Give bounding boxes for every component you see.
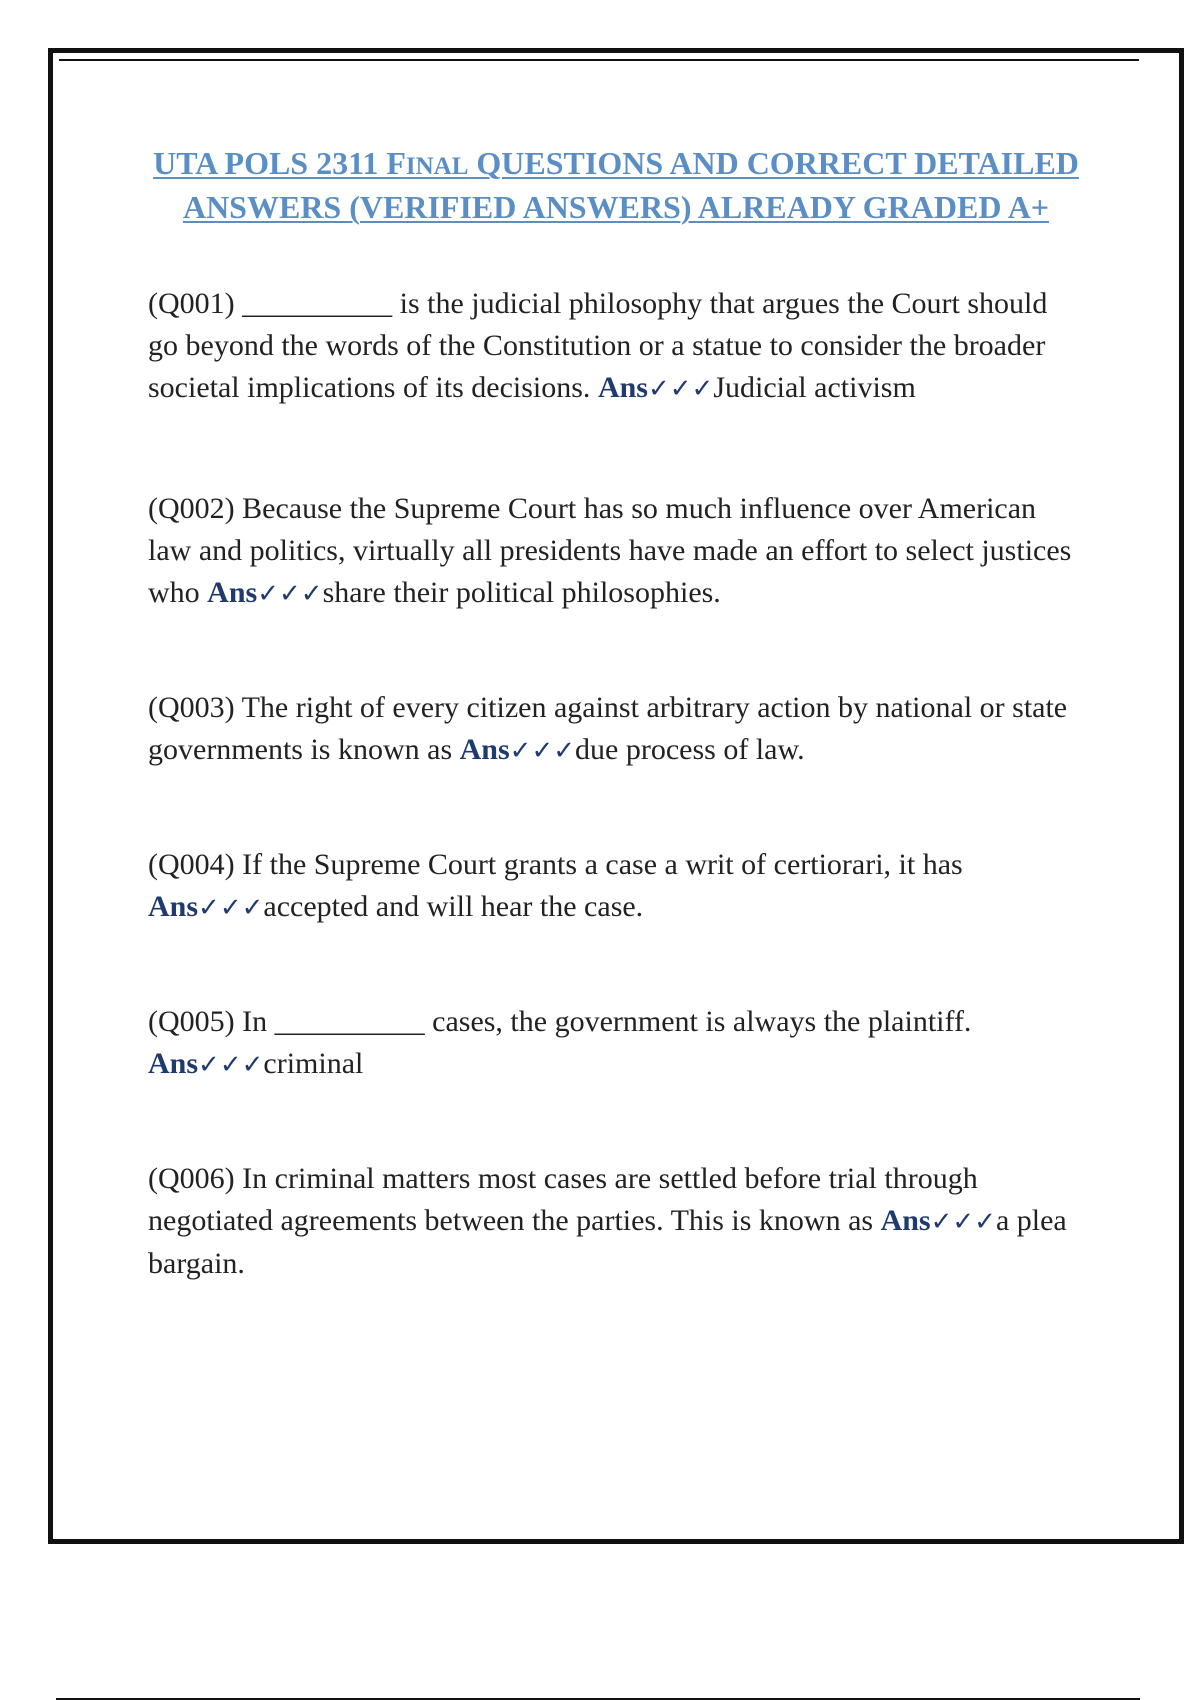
question-item: [148, 687, 1084, 772]
answer-label: Ans: [597, 371, 648, 404]
check-marks-icon: ✓✓✓: [257, 579, 323, 609]
question-text: (Q006) In criminal matters most cases are settled before trial through negotiated agreements between the parties. This is known as: [148, 1162, 978, 1237]
top-rule: [59, 59, 1139, 61]
answer-text: due process of law.: [575, 733, 805, 766]
check-marks-icon: ✓✓✓: [509, 736, 576, 766]
question-text: (Q003) The right of every citizen against arbitrary action by national or state governments is known as: [148, 691, 1068, 766]
answer-label: Ans: [148, 890, 199, 923]
answer-label: Ans: [207, 576, 258, 609]
question-text: (Q001) __________ is the judicial philosophy that argues the Court should go beyond the words of the Constitution or a statue to consider the broader societal implications of its decisions.: [148, 287, 1048, 404]
answer-text: Judicial activism: [713, 371, 916, 404]
check-marks-icon: ✓✓✓: [198, 893, 264, 923]
answer-label: Ans: [148, 1047, 199, 1080]
answer-text: accepted and will hear the case.: [263, 890, 644, 923]
page-border: [48, 48, 1184, 1544]
question-text: (Q002) Because the Supreme Court has so much influence over American law and politics, virtually all presidents have made an effort to select justices who: [148, 492, 1072, 609]
question-text: (Q005) In __________ cases, the government is always the plaintiff.: [148, 1005, 972, 1038]
question-text: (Q004) If the Supreme Court grants a case a writ of certiorari, it has: [148, 848, 963, 881]
answer-text: share their political philosophies.: [322, 576, 721, 609]
question-item: [148, 844, 1084, 929]
check-marks-icon: ✓✓✓: [930, 1207, 996, 1237]
title-part-1: UTA POLS 2311 F: [153, 145, 406, 181]
question-list: [148, 283, 1084, 1285]
title-smallcaps: INAL: [405, 153, 469, 180]
check-marks-icon: ✓✓✓: [647, 374, 714, 404]
answer-label: Ans: [459, 733, 510, 766]
check-marks-icon: ✓✓✓: [198, 1050, 264, 1080]
question-item: [148, 1158, 1084, 1285]
question-item: [148, 1001, 1084, 1086]
question-item: [148, 283, 1084, 410]
title-part-2: QUESTIONS AND CORRECT DETAILED ANSWERS (VERIFIED ANSWERS) ALREADY GRADED A+: [182, 145, 1079, 225]
document-title: [148, 143, 1084, 227]
answer-text: criminal: [263, 1047, 364, 1080]
question-item: [148, 488, 1084, 615]
answer-text: a plea bargain.: [148, 1204, 1067, 1280]
answer-label: Ans: [880, 1204, 931, 1237]
